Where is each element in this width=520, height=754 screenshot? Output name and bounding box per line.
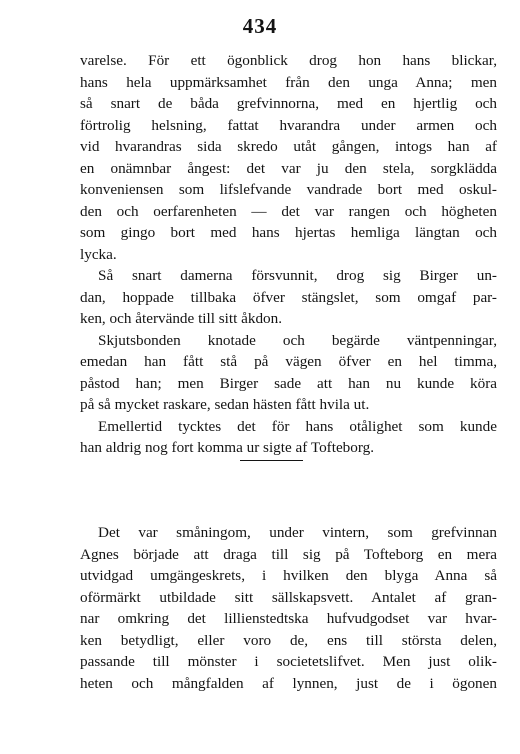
text-line: oförmärkt utbildade sitt sällskapsvett. Antalet af gran- <box>80 588 497 606</box>
text-line: den och oerfarenheten — det var rangen och högheten <box>80 202 497 220</box>
text-section-2 <box>80 522 497 694</box>
text-line: heten och mångfalden af lynnen, just de i ögonen <box>80 674 497 692</box>
text-line: vid hvarandras sida skredo utåt gången, intogs han af <box>80 138 497 155</box>
text-line: ken betydligt, eller voro de, ens till största delen, <box>80 631 497 649</box>
text-line: varelse. För ett ögonblick drog hon hans blickar, <box>80 52 497 69</box>
text-line: Det var småningom, under vintern, som grefvinnan <box>98 524 497 541</box>
text-line: Emellertid tycktes det för hans otålighet som kunde <box>98 417 497 435</box>
text-line: utvidgad umgängeskrets, i hvilken den blyga Anna så <box>80 567 497 584</box>
text-line: nar omkring det lillienstedtska hufvudgodset var hvar- <box>80 610 497 627</box>
text-line: Skjutsbonden knotade och begärde väntpenningar, <box>98 331 497 349</box>
section-divider <box>240 460 303 461</box>
text-section-1 <box>80 50 497 459</box>
text-line: dan, hoppade tillbaka öfver stängslet, som omgaf par- <box>80 288 497 306</box>
text-line: en onämnbar ångest: det var ju den stela, sorgklädda <box>80 159 497 177</box>
text-line: som gingo bort med hans hjertas hemliga längtan och <box>80 224 497 241</box>
text-line: konveniensen som lifslefvande vandrade bort med oskul- <box>80 181 497 198</box>
text-line: passande till mönster i societetslifvet. Men just olik- <box>80 653 497 670</box>
text-line: på så mycket raskare, sedan hästen fått hvila ut. <box>80 396 370 413</box>
text-line: Agnes började att draga till sig på Tofteborg en mera <box>80 545 497 563</box>
text-line: han aldrig nog fort komma ur sigte af Tofteborg. <box>80 439 375 456</box>
text-line: hans hela uppmärksamhet från den unga Anna; men <box>80 73 497 91</box>
page-number: 434 <box>242 14 278 38</box>
text-line: emedan han fått stå på vägen öfver en hel timma, <box>80 353 497 370</box>
text-line: lycka. <box>80 245 117 263</box>
text-line: påstod han; men Birger sade att han nu kunde köra <box>80 374 497 392</box>
text-line: förtrolig helsning, fattat hvarandra under armen och <box>80 116 497 134</box>
text-line: så snart de båda grefvinnorna, med en hjertlig och <box>80 95 497 112</box>
text-line: Så snart damerna försvunnit, drog sig Birger un- <box>98 267 497 284</box>
text-line: ken, och återvände till sitt åkdon. <box>80 310 283 327</box>
